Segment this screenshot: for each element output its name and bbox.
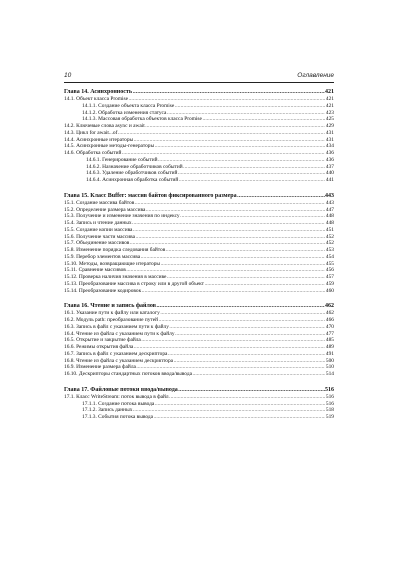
toc-entry-label: 14.3. Цикл for await...of: [64, 129, 118, 136]
toc-entry[interactable]: [64, 170, 334, 177]
chapter-gap: [64, 378, 334, 386]
toc-entry-page: 440: [325, 170, 334, 177]
dot-leader: [156, 302, 324, 310]
toc-entry-label: 15.2. Определение размера массива: [64, 206, 146, 213]
toc-entry-label: 16.10. Дескрипторы стандартных потоков ввода/вывода: [64, 371, 192, 377]
toc-entry-page: 448: [325, 213, 334, 220]
dot-leader: [159, 317, 326, 324]
toc-entry-label: 14.1.3. Массовая обработка объектов класса Promise: [82, 116, 202, 123]
chapter-heading-page: 516: [325, 386, 334, 393]
chapter-heading[interactable]: [64, 192, 334, 200]
toc-entry-page: 431: [325, 136, 334, 143]
dot-leader: [175, 331, 325, 338]
chapter-heading-page: 462: [325, 303, 334, 310]
toc-entry[interactable]: [64, 331, 334, 338]
toc-entry[interactable]: [64, 344, 334, 351]
toc-entry-page: 431: [325, 129, 334, 136]
dot-leader: [169, 324, 325, 331]
toc-entry-label: 16.3. Запись в файл с указанием пути к файлу: [64, 323, 169, 330]
dot-leader: [135, 200, 326, 207]
dot-leader: [133, 88, 325, 96]
toc-entry[interactable]: [64, 324, 334, 331]
dot-leader: [168, 351, 325, 358]
toc-entry-page: 500: [325, 357, 334, 364]
toc-entry-label: 15.12. Проверка наличия значения в массиве: [64, 274, 167, 280]
toc-entry-page: 460: [325, 287, 334, 294]
toc-entry-page: 519: [325, 414, 334, 420]
toc-entry[interactable]: [64, 130, 334, 137]
toc-entry-page: 459: [325, 280, 334, 287]
toc-entry[interactable]: [64, 407, 334, 414]
dot-leader: [202, 116, 325, 123]
toc-entry-label: 14.2. Ключевые слова async и await: [64, 123, 145, 129]
toc-entry-label: 15.6. Получение части массива: [64, 233, 136, 240]
chapter-heading-label: Глава 16. Чтение и запись файлов: [64, 303, 156, 310]
toc-entry-label: 16.1. Указание пути к файлу или каталогу: [64, 310, 160, 317]
toc-entry-page: 457: [325, 274, 334, 280]
chapter-heading-page: 443: [325, 192, 334, 199]
toc-entry[interactable]: [64, 96, 334, 103]
toc-entry-label: 14.6.4. Асинхронная обработка событий: [86, 177, 179, 183]
chapter-heading[interactable]: [64, 302, 334, 310]
toc-entry-label: 15.10. Методы, возвращающие итераторы: [64, 260, 161, 267]
table-of-contents: [64, 88, 334, 421]
toc-entry-page: 485: [325, 337, 334, 344]
toc-entry-page: 441: [325, 177, 334, 183]
toc-entry[interactable]: [64, 213, 334, 220]
toc-entry-page: 514: [325, 371, 334, 377]
dot-leader: [183, 164, 325, 171]
toc-entry[interactable]: [64, 288, 334, 295]
toc-entry[interactable]: [64, 247, 334, 254]
toc-entry[interactable]: [64, 317, 334, 324]
toc-entry-label: 16.4. Чтение из файла с указанием пути к файлу: [64, 330, 175, 337]
toc-entry-page: 425: [325, 116, 334, 123]
toc-entry-label: 16.6. Режимы открытия файла: [64, 344, 134, 350]
toc-entry-label: 16.5. Открытие и закрытие файла: [64, 337, 141, 344]
dot-leader: [146, 207, 326, 214]
toc-entry[interactable]: [64, 261, 334, 268]
toc-entry-label: 15.8. Изменение порядка следования байтов: [64, 247, 166, 253]
dot-leader: [133, 227, 325, 234]
toc-entry-page: 455: [325, 260, 334, 267]
toc-entry-label: 15.4. Запись и чтение данных: [64, 220, 132, 226]
toc-entry-label: 14.1.2. Обработка изменения статуса: [82, 109, 167, 116]
dot-leader: [134, 137, 326, 144]
chapter-heading[interactable]: [64, 88, 334, 96]
toc-entry[interactable]: [64, 234, 334, 241]
dot-leader: [129, 96, 326, 103]
toc-entry-label: 15.3. Получение и изменение значения по индексу: [64, 213, 180, 220]
dot-leader: [132, 220, 325, 227]
toc-entry[interactable]: [64, 310, 334, 317]
dot-leader: [141, 254, 326, 261]
toc-entry-label: 14.6.3. Удаление обработчиков событий: [86, 170, 178, 177]
dot-leader: [180, 213, 325, 220]
toc-entry[interactable]: [64, 110, 334, 117]
toc-entry-page: 452: [325, 233, 334, 240]
toc-entry[interactable]: [64, 401, 334, 408]
toc-entry-page: 452: [325, 240, 334, 247]
chapter-gap: [64, 184, 334, 192]
toc-entry-page: 423: [325, 109, 334, 116]
dot-leader: [160, 310, 325, 317]
chapter-heading-label: Глава 15. Класс Buffer: массив байтов фиксированного размера: [64, 192, 237, 199]
toc-entry[interactable]: [64, 157, 334, 164]
dot-leader: [174, 358, 326, 365]
toc-entry-label: 14.6.1. Генерирование событий: [86, 156, 158, 163]
toc-entry[interactable]: [64, 123, 334, 130]
toc-entry-label: 14.1. Объект класса Promise: [64, 96, 129, 102]
toc-entry-label: 14.6. Обработка событий: [64, 150, 122, 156]
toc-entry-label: 15.9. Перебор элементов массива: [64, 253, 141, 260]
toc-entry-label: 14.5. Асинхронные методы-генераторы: [64, 143, 155, 150]
dot-leader: [166, 247, 326, 254]
toc-entry[interactable]: [64, 337, 334, 344]
toc-entry-page: 510: [325, 364, 334, 371]
dot-leader: [179, 177, 326, 184]
toc-entry-label: 16.7. Запись в файл с указанием дескриптора: [64, 350, 168, 357]
header-rule: [64, 82, 334, 83]
toc-entry-page: 421: [325, 102, 334, 109]
toc-entry-label: 15.11. Сравнение массивов: [64, 267, 126, 274]
toc-entry[interactable]: [64, 207, 334, 214]
toc-entry-page: 477: [325, 330, 334, 337]
toc-entry-page: 429: [325, 123, 334, 129]
toc-entry-label: 14.1.1. Создание объекта класса Promise: [82, 102, 175, 109]
toc-entry-label: 16.9. Изменение размера файла: [64, 364, 136, 371]
toc-entry[interactable]: [64, 150, 334, 157]
toc-entry[interactable]: [64, 137, 334, 144]
toc-entry-label: 15.7. Объединение массивов: [64, 240, 130, 247]
toc-entry[interactable]: [64, 274, 334, 281]
toc-entry[interactable]: [64, 394, 334, 401]
toc-entry-page: 491: [325, 350, 334, 357]
toc-entry[interactable]: [64, 254, 334, 261]
dot-leader: [167, 274, 325, 281]
toc-entry-page: 516: [325, 393, 334, 400]
dot-leader: [237, 192, 324, 200]
toc-entry-label: 17.1. Класс WriteStream: поток вывода в файл: [64, 393, 169, 400]
toc-entry[interactable]: [64, 200, 334, 207]
toc-entry-page: 434: [325, 143, 334, 150]
toc-entry-page: 454: [325, 253, 334, 260]
toc-entry-label: 15.1. Создание массива байтов: [64, 199, 135, 206]
toc-entry-page: 437: [325, 163, 334, 170]
dot-leader: [118, 130, 326, 137]
toc-entry-label: 14.4. Асинхронные итераторы: [64, 136, 134, 143]
toc-entry[interactable]: [64, 267, 334, 274]
dot-leader: [145, 123, 325, 130]
dot-leader: [154, 414, 326, 421]
dot-leader: [178, 170, 326, 177]
toc-entry-page: 470: [325, 323, 334, 330]
running-header: [64, 70, 334, 82]
toc-entry-page: 462: [325, 310, 334, 317]
dot-leader: [158, 157, 325, 164]
toc-entry-label: 17.1.1. Создание потока вывода: [82, 400, 155, 407]
chapter-heading-label: Глава 17. Файловые потоки ввода/вывода: [64, 386, 178, 393]
toc-entry-page: 448: [325, 220, 334, 226]
toc-entry[interactable]: [64, 116, 334, 123]
chapter-heading-label: Глава 14. Асинхронность: [64, 89, 133, 95]
toc-entry-label: 15.13. Преобразование массива в строку или в другой объект: [64, 280, 204, 287]
dot-leader: [161, 261, 326, 268]
toc-entry[interactable]: [64, 177, 334, 184]
toc-entry-label: 16.2. Модуль path: преобразование путей: [64, 317, 159, 323]
dot-leader: [142, 288, 326, 295]
chapter-gap: [64, 294, 334, 302]
toc-entry[interactable]: [64, 351, 334, 358]
toc-entry[interactable]: [64, 220, 334, 227]
dot-leader: [126, 267, 325, 274]
toc-entry-label: 14.6.2. Назначение обработчиков событий: [86, 163, 183, 170]
dot-leader: [141, 337, 325, 344]
dot-leader: [155, 401, 326, 408]
toc-entry-page: 447: [325, 206, 334, 213]
toc-entry-page: 421: [325, 96, 334, 102]
dot-leader: [178, 386, 324, 394]
dot-leader: [136, 364, 325, 371]
toc-entry-page: 436: [325, 156, 334, 163]
toc-entry-page: 451: [325, 226, 334, 233]
running-title: Оглавление: [297, 72, 334, 79]
toc-entry-label: 15.14. Преобразование кодировок: [64, 287, 142, 294]
chapter-heading-page: 421: [325, 89, 334, 95]
dot-leader: [205, 281, 326, 288]
toc-entry[interactable]: [64, 371, 334, 378]
toc-entry[interactable]: [64, 240, 334, 247]
toc-entry[interactable]: [64, 281, 334, 288]
dot-leader: [169, 394, 325, 401]
toc-entry-page: 466: [325, 317, 334, 323]
toc-entry-page: 489: [325, 344, 334, 350]
dot-leader: [134, 344, 326, 351]
toc-entry[interactable]: [64, 414, 334, 421]
toc-entry-page: 456: [325, 267, 334, 274]
dot-leader: [155, 143, 326, 150]
toc-entry-label: 17.1.2. Запись данных: [82, 407, 133, 414]
toc-entry-page: 453: [325, 247, 334, 253]
dot-leader: [192, 371, 325, 378]
toc-entry[interactable]: [64, 227, 334, 234]
page-number: 10: [64, 72, 72, 79]
toc-entry[interactable]: [64, 143, 334, 150]
dot-leader: [130, 240, 326, 247]
toc-entry-page: 443: [325, 199, 334, 206]
dot-leader: [122, 150, 325, 157]
toc-entry-label: 17.1.3. События потока вывода: [82, 414, 154, 420]
toc-entry-label: 16.8. Чтение из файла с указанием дескриптора: [64, 357, 174, 364]
toc-entry-page: 518: [325, 407, 334, 414]
toc-entry-page: 436: [325, 150, 334, 156]
toc-entry[interactable]: [64, 364, 334, 371]
toc-entry-page: 516: [325, 400, 334, 407]
toc-entry[interactable]: [64, 103, 334, 110]
dot-leader: [167, 110, 325, 117]
toc-entry[interactable]: [64, 358, 334, 365]
dot-leader: [133, 407, 326, 414]
toc-entry[interactable]: [64, 164, 334, 171]
dot-leader: [175, 103, 326, 110]
chapter-heading[interactable]: [64, 386, 334, 394]
toc-entry-label: 15.5. Создание копии массива: [64, 226, 133, 233]
dot-leader: [136, 234, 326, 241]
